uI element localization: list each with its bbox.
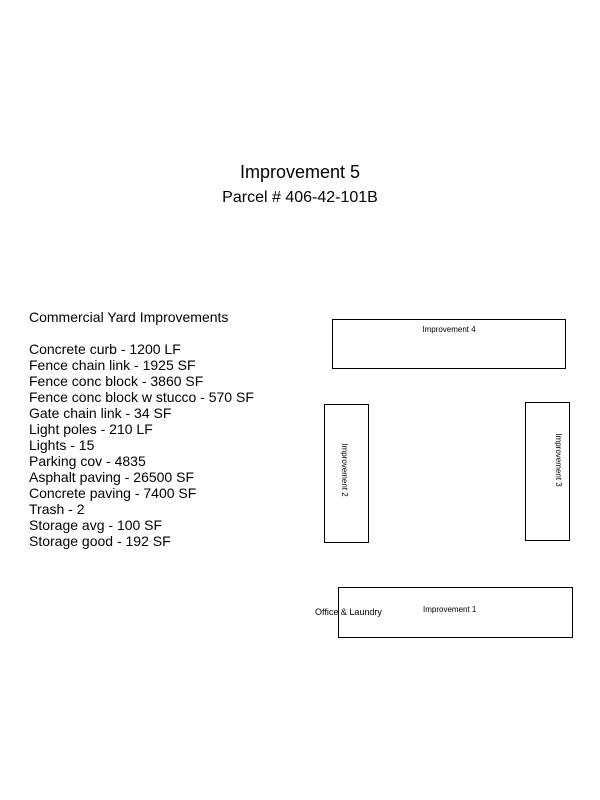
list-heading: Commercial Yard Improvements bbox=[29, 309, 229, 325]
page-title: Improvement 5 bbox=[239, 162, 361, 182]
list-item: Fence conc block w stucco - 570 SF bbox=[29, 389, 254, 405]
office-laundry-label: Office & Laundry bbox=[315, 607, 382, 617]
list-item: Fence conc block - 3860 SF bbox=[29, 373, 204, 389]
list-item: Concrete paving - 7400 SF bbox=[29, 485, 197, 501]
list-item: Trash - 2 bbox=[29, 501, 85, 517]
improvement-2-label: Improvement 2 bbox=[340, 443, 349, 497]
list-item: Fence chain link - 1925 SF bbox=[29, 357, 196, 373]
improvement-4-label: Improvement 4 bbox=[422, 325, 476, 334]
yard-improvements-list bbox=[29, 309, 254, 549]
list-item: Light poles - 210 LF bbox=[29, 421, 153, 437]
list-items bbox=[29, 341, 254, 549]
list-item: Lights - 15 bbox=[29, 437, 95, 453]
improvement-4-box bbox=[332, 319, 566, 369]
list-item: Storage avg - 100 SF bbox=[29, 517, 163, 533]
list-item: Asphalt paving - 26500 SF bbox=[29, 469, 194, 485]
list-item: Concrete curb - 1200 LF bbox=[29, 341, 181, 357]
improvement-2-box bbox=[324, 404, 369, 543]
list-item: Storage good - 192 SF bbox=[29, 533, 171, 549]
improvement-3-box bbox=[525, 402, 570, 541]
parcel-number: Parcel # 406-42-101B bbox=[222, 189, 378, 206]
improvement-1-label: Improvement 1 bbox=[423, 605, 477, 614]
list-item: Parking cov - 4835 bbox=[29, 453, 146, 469]
list-item: Gate chain link - 34 SF bbox=[29, 405, 172, 421]
improvement-3-label: Improvement 3 bbox=[554, 433, 563, 487]
